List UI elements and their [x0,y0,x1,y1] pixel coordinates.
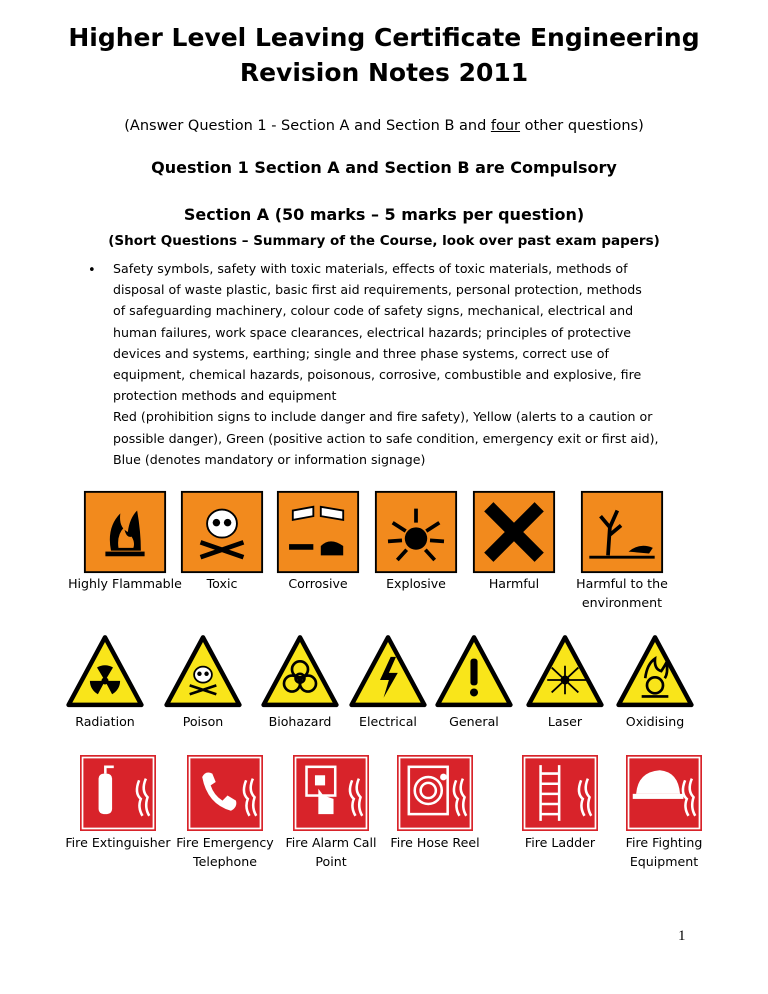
laser-icon [525,632,605,716]
sign-label: Laser [547,714,583,729]
instruction-text: (Answer Question 1 - Section A and Section B and [124,118,491,134]
exclamation-icon [434,632,514,716]
sign-label: Electrical [359,714,417,729]
bullet: • [88,263,96,278]
ladder-icon [522,755,598,835]
sign-label: Fire Fighting Equipment [625,835,703,869]
lightning-icon [348,632,428,716]
poison-icon [163,632,243,716]
document-title [0,20,768,90]
corrosive-icon [276,490,360,578]
sign-label: Fire Hose Reel [390,835,480,850]
sign-label: Fire Emergency Telephone [176,835,274,869]
flame-icon [83,490,167,578]
short-questions-heading: (Short Questions – Summary of the Course, look over past exam papers) [108,233,660,249]
sign-label: Oxidising [625,714,685,729]
sign-label: Biohazard [268,714,332,729]
instruction [0,118,768,134]
para-line: human failures, work space clearances, electrical hazards; principles of protective [113,324,632,340]
para-line: devices and systems, earthing; single and three phase systems, correct use of [113,345,609,361]
sign-label: Highly Flammable [68,576,182,591]
section-a-heading: Section A (50 marks – 5 marks per question) [183,205,585,224]
instruction-text-end: other questions) [520,118,644,134]
skull-icon [180,490,264,578]
fire-extinguisher-icon [80,755,156,835]
title-line-1: Higher Level Leaving Certificate Engineering [68,23,700,52]
sign-label: Toxic [206,576,238,591]
sign-label: Radiation [75,714,135,729]
radiation-icon [65,632,145,716]
sign-label: Harmful to the environment [576,576,668,610]
hose-reel-icon [397,755,473,835]
para-line: Blue (denotes mandatory or information signage) [113,451,426,467]
oxidising-icon [615,632,695,716]
alarm-call-point-icon [293,755,369,835]
sign-label: Harmful [488,576,540,591]
biohazard-icon [260,632,340,716]
para-line: possible danger), Green (positive action to safe condition, emergency exit or first aid), [113,430,659,446]
dead-tree-icon [580,490,664,578]
page-number: 1 [678,928,686,944]
sign-label: Fire Ladder [524,835,596,850]
para-line: of safeguarding machinery, colour code of safety signs, mechanical, electrical and [113,303,634,319]
instruction-underlined: four [490,118,521,134]
sign-label: Poison [182,714,224,729]
sign-label: Fire Alarm Call Point [285,835,377,869]
telephone-icon [187,755,263,835]
sign-label: Fire Extinguisher [65,835,171,850]
para-line: equipment, chemical hazards, poisonous, corrosive, combustible and explosive, fire [113,367,642,383]
para-line: disposal of waste plastic, basic first aid requirements, personal protection, methods [113,282,642,298]
syllabus-paragraph [113,258,713,470]
compulsory-heading: Question 1 Section A and Section B are Compulsory [151,158,617,177]
explosion-icon [374,490,458,578]
title-line-2: Revision Notes 2011 [239,58,529,87]
sign-label: General [449,714,499,729]
para-line: protection methods and equipment [113,388,337,404]
sign-label: Explosive [386,576,446,591]
para-line: Red (prohibition signs to include danger and fire safety), Yellow (alerts to a caution or [113,409,653,425]
helmet-icon [626,755,702,835]
para-line: Safety symbols, safety with toxic materials, effects of toxic materials, methods of [113,261,628,276]
sign-label: Corrosive [288,576,348,591]
cross-icon [472,490,556,578]
